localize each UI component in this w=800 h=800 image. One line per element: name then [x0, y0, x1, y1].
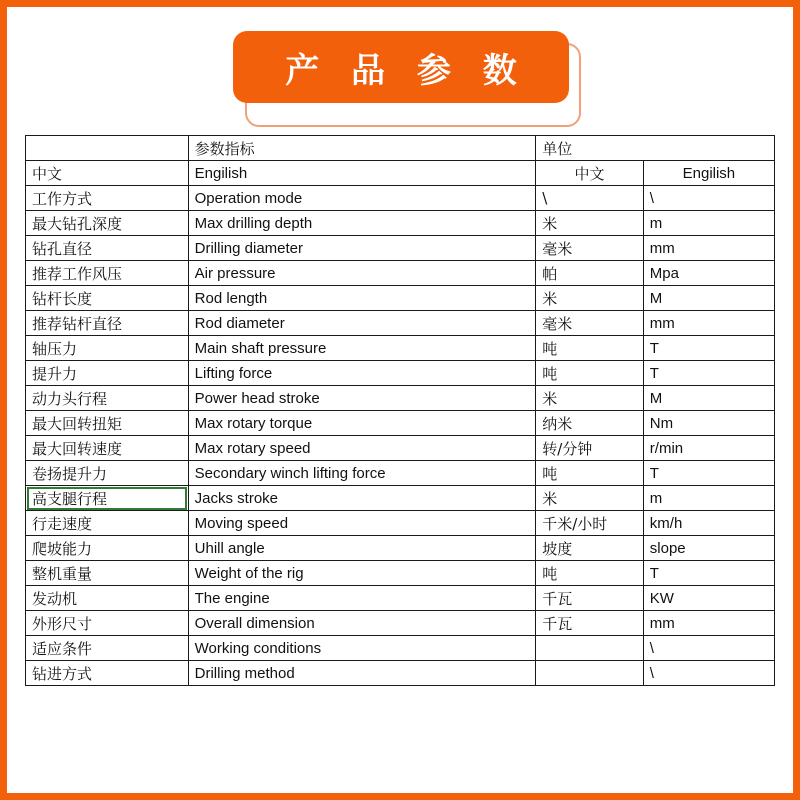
row-unit-cn: 毫米: [536, 236, 644, 261]
spec-table-area: [25, 135, 775, 686]
row-name-cn: 整机重量: [26, 561, 189, 586]
row-unit-cn: 吨: [536, 336, 644, 361]
table-row: [26, 661, 775, 686]
row-unit-en: slope: [643, 536, 774, 561]
row-unit-cn: [536, 661, 644, 686]
row-unit-cn: 帕: [536, 261, 644, 286]
row-unit-en: M: [643, 286, 774, 311]
row-name-en: Drilling method: [188, 661, 536, 686]
table-row: [26, 486, 775, 511]
row-unit-en: \: [643, 186, 774, 211]
row-name-en: Main shaft pressure: [188, 336, 536, 361]
table-row: [26, 361, 775, 386]
row-name-cn: 钻杆长度: [26, 286, 189, 311]
row-unit-cn: 千瓦: [536, 611, 644, 636]
sub-header-unit-cn: 中文: [536, 161, 644, 186]
row-name-cn: 轴压力: [26, 336, 189, 361]
row-name-en: Rod length: [188, 286, 536, 311]
table-row: [26, 411, 775, 436]
table-sub-header-row: [26, 161, 775, 186]
row-unit-cn: \: [536, 186, 644, 211]
row-unit-cn: 坡度: [536, 536, 644, 561]
row-name-en: Weight of the rig: [188, 561, 536, 586]
page-title: 产 品 参 数: [285, 50, 527, 91]
sub-header-param-en: Engilish: [188, 161, 536, 186]
row-name-en: Max rotary torque: [188, 411, 536, 436]
row-unit-cn: 千瓦: [536, 586, 644, 611]
table-row: [26, 261, 775, 286]
row-name-cn: 推荐工作风压: [26, 261, 189, 286]
row-name-cn: 推荐钻杆直径: [26, 311, 189, 336]
row-name-cn: 卷扬提升力: [26, 461, 189, 486]
row-unit-en: \: [643, 636, 774, 661]
table-row: [26, 461, 775, 486]
row-name-en: Uhill angle: [188, 536, 536, 561]
row-name-cn: 最大钻孔深度: [26, 211, 189, 236]
row-name-en: Working conditions: [188, 636, 536, 661]
row-name-cn: 钻孔直径: [26, 236, 189, 261]
row-unit-en: T: [643, 336, 774, 361]
row-unit-en: KW: [643, 586, 774, 611]
table-row: [26, 611, 775, 636]
row-name-cn: 外形尺寸: [26, 611, 189, 636]
row-unit-cn: 吨: [536, 561, 644, 586]
table-row: [26, 211, 775, 236]
title-banner: [233, 31, 581, 127]
row-unit-cn: 米: [536, 211, 644, 236]
group-header-parameter: 参数指标: [188, 136, 536, 161]
table-row: [26, 336, 775, 361]
spec-table-body: [26, 136, 775, 686]
row-unit-cn: 米: [536, 486, 644, 511]
row-unit-en: km/h: [643, 511, 774, 536]
table-row: [26, 636, 775, 661]
row-unit-cn: 纳米: [536, 411, 644, 436]
group-header-unit: 单位: [536, 136, 775, 161]
table-row: [26, 561, 775, 586]
table-row: [26, 511, 775, 536]
row-unit-en: mm: [643, 236, 774, 261]
row-unit-en: T: [643, 361, 774, 386]
table-row: [26, 311, 775, 336]
row-unit-en: mm: [643, 311, 774, 336]
row-name-en: Rod diameter: [188, 311, 536, 336]
table-row: [26, 386, 775, 411]
row-name-en: Overall dimension: [188, 611, 536, 636]
row-unit-en: m: [643, 486, 774, 511]
group-header-blank: [26, 136, 189, 161]
row-name-cn: 高支腿行程: [26, 486, 189, 511]
row-name-cn: 最大回转速度: [26, 436, 189, 461]
sub-header-param-cn: 中文: [26, 161, 189, 186]
row-unit-en: M: [643, 386, 774, 411]
row-name-en: Jacks stroke: [188, 486, 536, 511]
table-row: [26, 186, 775, 211]
row-unit-cn: 转/分钟: [536, 436, 644, 461]
table-row: [26, 586, 775, 611]
row-name-cn: 动力头行程: [26, 386, 189, 411]
row-unit-en: r/min: [643, 436, 774, 461]
row-name-cn: 最大回转扭矩: [26, 411, 189, 436]
row-unit-cn: 吨: [536, 461, 644, 486]
table-row: [26, 536, 775, 561]
row-unit-en: \: [643, 661, 774, 686]
row-unit-en: Nm: [643, 411, 774, 436]
row-name-cn: 发动机: [26, 586, 189, 611]
row-unit-en: mm: [643, 611, 774, 636]
table-row: [26, 236, 775, 261]
row-unit-en: T: [643, 561, 774, 586]
table-row: [26, 436, 775, 461]
row-unit-cn: 千米/小时: [536, 511, 644, 536]
row-unit-en: m: [643, 211, 774, 236]
row-name-en: Drilling diameter: [188, 236, 536, 261]
row-name-cn: 适应条件: [26, 636, 189, 661]
row-name-cn: 提升力: [26, 361, 189, 386]
row-name-en: Max drilling depth: [188, 211, 536, 236]
title-banner-box: [233, 31, 569, 103]
row-name-cn: 钻进方式: [26, 661, 189, 686]
sub-header-unit-en: Engilish: [643, 161, 774, 186]
row-unit-en: Mpa: [643, 261, 774, 286]
row-name-en: Operation mode: [188, 186, 536, 211]
row-unit-cn: 米: [536, 386, 644, 411]
row-name-en: Lifting force: [188, 361, 536, 386]
row-unit-cn: 毫米: [536, 311, 644, 336]
row-name-en: Moving speed: [188, 511, 536, 536]
row-name-cn: 工作方式: [26, 186, 189, 211]
row-unit-cn: 吨: [536, 361, 644, 386]
row-name-en: Power head stroke: [188, 386, 536, 411]
row-name-en: Air pressure: [188, 261, 536, 286]
table-group-header-row: [26, 136, 775, 161]
row-name-cn: 行走速度: [26, 511, 189, 536]
row-unit-en: T: [643, 461, 774, 486]
row-name-en: The engine: [188, 586, 536, 611]
spec-table: [25, 135, 775, 686]
row-name-cn: 爬坡能力: [26, 536, 189, 561]
row-name-en: Max rotary speed: [188, 436, 536, 461]
row-unit-cn: [536, 636, 644, 661]
row-name-en: Secondary winch lifting force: [188, 461, 536, 486]
table-row: [26, 286, 775, 311]
row-unit-cn: 米: [536, 286, 644, 311]
